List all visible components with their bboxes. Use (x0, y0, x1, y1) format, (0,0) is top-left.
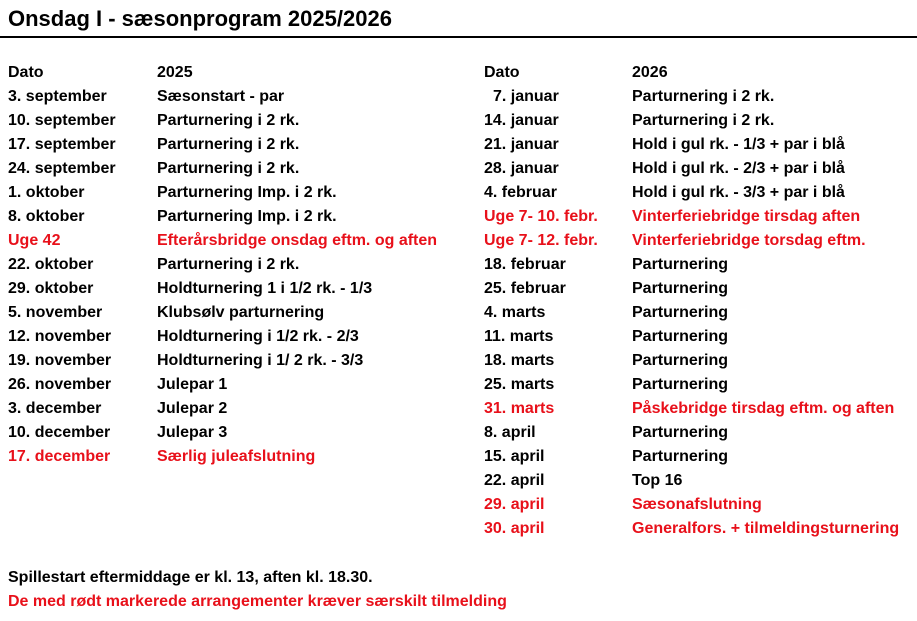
event-cell: Påskebridge tirsdag eftm. og aften (632, 400, 895, 417)
schedule-row (484, 157, 914, 181)
event-cell: Parturnering i 2 rk. (632, 88, 775, 105)
date-cell: Uge 42 (8, 232, 61, 249)
date-cell: 24. september (8, 160, 116, 177)
event-cell: Parturnering (632, 424, 729, 441)
event-cell: Parturnering Imp. i 2 rk. (157, 208, 337, 225)
schedule-row (484, 325, 914, 349)
event-cell: Parturnering (632, 304, 729, 321)
date-cell: 10. december (8, 424, 111, 441)
event-cell: Parturnering i 2 rk. (157, 160, 300, 177)
date-header: Dato (8, 64, 44, 81)
event-cell: Hold i gul rk. - 2/3 + par i blå (632, 160, 845, 177)
date-cell: 3. december (8, 400, 102, 417)
date-cell: 4. februar (484, 184, 557, 201)
event-cell: Julepar 2 (157, 400, 228, 417)
schedule-2025 (8, 61, 468, 469)
event-cell: Hold i gul rk. - 3/3 + par i blå (632, 184, 845, 201)
schedule-row (8, 301, 468, 325)
event-cell: Parturnering (632, 376, 729, 393)
schedule-row (8, 373, 468, 397)
event-cell: Parturnering i 2 rk. (157, 256, 300, 273)
date-cell: 30. april (484, 520, 545, 537)
schedule-row (484, 517, 914, 541)
start-times-note: Spillestart eftermiddage er kl. 13, aften kl. 18.30. (8, 569, 373, 586)
date-header: Dato (484, 64, 520, 81)
date-cell: 25. marts (484, 376, 555, 393)
date-cell: 18. februar (484, 256, 566, 273)
schedule-row (484, 493, 914, 517)
date-cell: 12. november (8, 328, 112, 345)
date-cell: 22. april (484, 472, 545, 489)
schedule-row (484, 469, 914, 493)
event-cell: Top 16 (632, 472, 683, 489)
schedule-row (484, 397, 914, 421)
year-header: 2026 (632, 64, 668, 81)
date-cell: 1. oktober (8, 184, 85, 201)
title-underline (0, 36, 917, 38)
schedule-row (484, 373, 914, 397)
date-cell: 17. september (8, 136, 116, 153)
schedule-row (8, 349, 468, 373)
date-cell: 17. december (8, 448, 111, 465)
event-cell: Parturnering (632, 352, 729, 369)
schedule-row (484, 253, 914, 277)
date-cell: 5. november (8, 304, 103, 321)
event-cell: Parturnering (632, 328, 729, 345)
date-cell: 7. januar (493, 88, 559, 105)
schedule-2026 (484, 61, 914, 541)
schedule-row (8, 229, 468, 253)
schedule-row (484, 133, 914, 157)
event-cell: Parturnering i 2 rk. (157, 136, 300, 153)
schedule-row (484, 349, 914, 373)
date-cell: 31. marts (484, 400, 555, 417)
date-cell: 10. september (8, 112, 116, 129)
date-cell: 25. februar (484, 280, 566, 297)
schedule-row (484, 301, 914, 325)
date-cell: Uge 7- 10. febr. (484, 208, 598, 225)
event-cell: Vinterferiebridge torsdag eftm. (632, 232, 866, 249)
date-cell: Uge 7- 12. febr. (484, 232, 598, 249)
event-cell: Julepar 1 (157, 376, 228, 393)
header-row (484, 61, 914, 85)
date-cell: 3. september (8, 88, 107, 105)
event-cell: Generalfors. + tilmeldingsturnering (632, 520, 900, 537)
event-cell: Parturnering Imp. i 2 rk. (157, 184, 337, 201)
event-cell: Parturnering (632, 256, 729, 273)
event-cell: Parturnering i 2 rk. (632, 112, 775, 129)
event-cell: Klubsølv parturnering (157, 304, 325, 321)
date-cell: 22. oktober (8, 256, 94, 273)
event-cell: Hold i gul rk. - 1/3 + par i blå (632, 136, 845, 153)
schedule-row (484, 85, 914, 109)
event-cell: Parturnering (632, 280, 729, 297)
event-cell: Julepar 3 (157, 424, 228, 441)
schedule-row (484, 445, 914, 469)
schedule-row (8, 133, 468, 157)
schedule-row (8, 445, 468, 469)
date-cell: 8. oktober (8, 208, 85, 225)
schedule-row (8, 277, 468, 301)
date-cell: 18. marts (484, 352, 555, 369)
event-cell: Parturnering i 2 rk. (157, 112, 300, 129)
schedule-row (8, 85, 468, 109)
schedule-row (8, 397, 468, 421)
event-cell: Særlig juleafslutning (157, 448, 316, 465)
event-cell: Holdturnering i 1/2 rk. - 2/3 (157, 328, 359, 345)
schedule-row (484, 109, 914, 133)
date-cell: 11. marts (484, 328, 554, 345)
date-cell: 28. januar (484, 160, 559, 177)
schedule-row (8, 421, 468, 445)
page-title: Onsdag I - sæsonprogram 2025/2026 (8, 6, 392, 31)
year-header: 2025 (157, 64, 193, 81)
date-cell: 4. marts (484, 304, 546, 321)
schedule-row (8, 325, 468, 349)
schedule-row (8, 109, 468, 133)
event-cell: Holdturnering i 1/ 2 rk. - 3/3 (157, 352, 364, 369)
schedule-row (484, 181, 914, 205)
schedule-row (8, 181, 468, 205)
schedule-row (484, 277, 914, 301)
event-cell: Vinterferiebridge tirsdag aften (632, 208, 861, 225)
event-cell: Sæsonstart - par (157, 88, 285, 105)
date-cell: 26. november (8, 376, 112, 393)
schedule-row (484, 205, 914, 229)
event-cell: Holdturnering 1 i 1/2 rk. - 1/3 (157, 280, 373, 297)
date-cell: 29. april (484, 496, 545, 513)
event-cell: Parturnering (632, 448, 729, 465)
date-cell: 21. januar (484, 136, 559, 153)
schedule-row (484, 421, 914, 445)
date-cell: 8. april (484, 424, 536, 441)
schedule-row (8, 253, 468, 277)
schedule-row (8, 157, 468, 181)
schedule-row (484, 229, 914, 253)
header-row (8, 61, 468, 85)
registration-note: De med rødt markerede arrangementer kræver særskilt tilmelding (8, 593, 507, 610)
schedule-row (8, 205, 468, 229)
date-cell: 19. november (8, 352, 112, 369)
date-cell: 14. januar (484, 112, 559, 129)
date-cell: 15. april (484, 448, 545, 465)
date-cell: 29. oktober (8, 280, 94, 297)
event-cell: Sæsonafslutning (632, 496, 762, 513)
event-cell: Efterårsbridge onsdag eftm. og aften (157, 232, 438, 249)
